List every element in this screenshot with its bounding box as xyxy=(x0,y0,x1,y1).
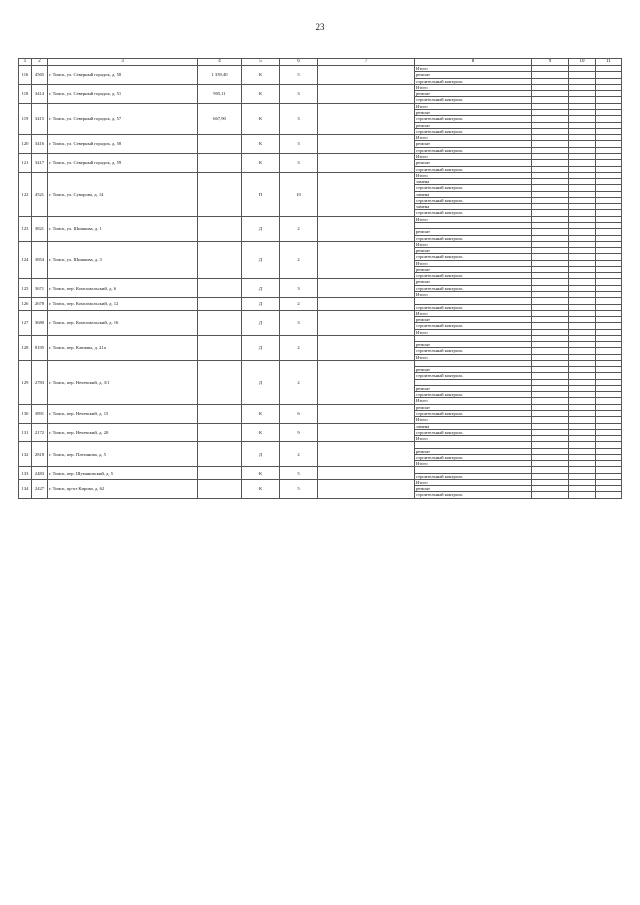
cost-item-cell: ремонт xyxy=(415,404,532,410)
cost-item-cell: Итого xyxy=(415,172,532,178)
cost-item-cell: строительный контроль xyxy=(415,454,532,460)
wall-type-cell: Д xyxy=(242,216,280,241)
floors-cell: 10 xyxy=(280,172,318,216)
address-cell: г. Томск, пер. Комсомольский, д. 6 xyxy=(48,279,198,298)
house-id: 4521 xyxy=(32,172,48,216)
cost-item-cell: ремонт xyxy=(415,122,532,128)
address-cell: г. Томск, ул. Северный городок, д. 51 xyxy=(48,84,198,103)
floors-cell: 3 xyxy=(280,153,318,172)
house-id: 3417 xyxy=(32,153,48,172)
house-id: 3415 xyxy=(32,103,48,134)
work-type-cell xyxy=(318,310,415,335)
house-id: 2483 xyxy=(32,467,48,479)
area-cell xyxy=(198,153,242,172)
house-id: 3416 xyxy=(32,135,48,154)
cost-item-cell: строительный контроль xyxy=(415,185,532,191)
house-id: 4565 xyxy=(32,66,48,85)
floors-cell: 3 xyxy=(280,84,318,103)
work-type-cell xyxy=(318,153,415,172)
floors-cell: 5 xyxy=(280,467,318,479)
cost-item-cell: строительный контроль xyxy=(415,197,532,203)
row-number: 121 xyxy=(19,153,32,172)
col-header: 11 xyxy=(596,59,622,66)
wall-type-cell: П xyxy=(242,172,280,216)
cost-item-cell: строительный контроль xyxy=(415,323,532,329)
floors-cell: 2 xyxy=(280,360,318,404)
area-cell: 905,11 xyxy=(198,84,242,103)
header-row xyxy=(19,59,622,66)
col-header: 2 xyxy=(32,59,48,66)
cost-item-cell: ремонт xyxy=(415,109,532,115)
row-number: 116 xyxy=(19,66,32,85)
col-header: 4 xyxy=(198,59,242,66)
cost-item-cell: ремонт xyxy=(415,448,532,454)
cost-item-cell: строительный контроль xyxy=(415,392,532,398)
cost-item-cell: ремонт xyxy=(415,248,532,254)
house-id: 2818 xyxy=(32,442,48,467)
area-cell xyxy=(198,310,242,335)
house-id: 2678 xyxy=(32,298,48,310)
cost-item-cell: строительный контроль xyxy=(415,273,532,279)
address-cell: г. Томск, ул. Северный городок, д. 59 xyxy=(48,153,198,172)
area-cell xyxy=(198,360,242,404)
cost-item-cell: Итого xyxy=(415,329,532,335)
wall-type-cell: К xyxy=(242,103,280,134)
wall-type-cell: К xyxy=(242,423,280,442)
col-header: 1 xyxy=(19,59,32,66)
cost-item-cell: замена xyxy=(415,204,532,210)
col-header: 8 xyxy=(415,59,532,66)
wall-type-cell: К xyxy=(242,66,280,85)
cost-item-cell: строительный контроль xyxy=(415,254,532,260)
cost-item-cell: Итого xyxy=(415,417,532,423)
address-cell: г. Томск, пер. Комсомольский, д. 12 xyxy=(48,298,198,310)
wall-type-cell: К xyxy=(242,404,280,423)
floors-cell: 6 xyxy=(280,404,318,423)
row-number: 130 xyxy=(19,404,32,423)
cost-item-cell: замена xyxy=(415,423,532,429)
address-cell: г. Томск, ул. Северный городок, д. 58 xyxy=(48,135,198,154)
address-cell: г. Томск, пер. Нечевский, д. 20 xyxy=(48,423,198,442)
cost-item-cell: Итого xyxy=(415,354,532,360)
cost-item-cell: Итого xyxy=(415,436,532,442)
floors-cell: 9 xyxy=(280,423,318,442)
cost-item-cell: строительный контроль xyxy=(415,373,532,379)
wall-type-cell: Д xyxy=(242,310,280,335)
cost-item-cell: ремонт xyxy=(415,229,532,235)
work-type-cell xyxy=(318,135,415,154)
col-header: 6 xyxy=(280,59,318,66)
cost-item-cell: Итого xyxy=(415,260,532,266)
cost-item-cell: замена xyxy=(415,179,532,185)
wall-type-cell: К xyxy=(242,479,280,498)
work-type-cell xyxy=(318,423,415,442)
house-id: 3414 xyxy=(32,84,48,103)
wall-type-cell: К xyxy=(242,135,280,154)
floors-cell: 3 xyxy=(280,135,318,154)
wall-type-cell: Д xyxy=(242,360,280,404)
cost-item-cell: ремонт xyxy=(415,342,532,348)
wall-type-cell: Д xyxy=(242,335,280,360)
address-cell: г. Томск, ул. Северный городок, д. 50 xyxy=(48,66,198,85)
amount-cell xyxy=(596,492,622,498)
floors-cell: 2 xyxy=(280,298,318,310)
cost-item-cell: Итого xyxy=(415,103,532,109)
work-type-cell xyxy=(318,298,415,310)
work-type-cell xyxy=(318,442,415,467)
row-number: 122 xyxy=(19,172,32,216)
cost-item-cell: строительный контроль xyxy=(415,78,532,84)
cost-item-cell: Итого xyxy=(415,216,532,222)
cost-item-cell: Итого xyxy=(415,84,532,90)
work-type-cell xyxy=(318,84,415,103)
col-header: 3 xyxy=(48,59,198,66)
cost-item-cell: строительный контроль xyxy=(415,473,532,479)
cost-item-cell: строительный контроль xyxy=(415,429,532,435)
cost-item-cell: ремонт xyxy=(415,317,532,323)
address-cell: г. Томск, пр-кт Кирова, д. 62 xyxy=(48,479,198,498)
row-number: 120 xyxy=(19,135,32,154)
cost-item-cell: строительный контроль xyxy=(415,492,532,498)
house-id: 8195 xyxy=(32,335,48,360)
area-cell xyxy=(198,423,242,442)
area-cell xyxy=(198,241,242,279)
work-type-cell xyxy=(318,103,415,134)
row-number: 127 xyxy=(19,310,32,335)
cost-item-cell: строительный контроль xyxy=(415,285,532,291)
cost-item-cell: Итого xyxy=(415,241,532,247)
work-type-cell xyxy=(318,216,415,241)
floors-cell: 5 xyxy=(280,66,318,85)
cost-item-cell: строительный контроль xyxy=(415,411,532,417)
floors-cell: 2 xyxy=(280,216,318,241)
area-cell xyxy=(198,467,242,479)
wall-type-cell: Д xyxy=(242,298,280,310)
floors-cell: 3 xyxy=(280,310,318,335)
wall-type-cell: К xyxy=(242,84,280,103)
address-cell: г. Томск, пер. Нечевский, д. 3/1 xyxy=(48,360,198,404)
house-id: 2427 xyxy=(32,479,48,498)
area-cell xyxy=(198,404,242,423)
address-cell: г. Томск, ул. Шишкова, д. 3 xyxy=(48,241,198,279)
cost-item-cell: ремонт xyxy=(415,141,532,147)
cost-item-cell: Итого xyxy=(415,398,532,404)
wall-type-cell: Д xyxy=(242,442,280,467)
cost-item-cell: строительный контроль xyxy=(415,235,532,241)
cost-item-cell: строительный контроль xyxy=(415,147,532,153)
row-number: 119 xyxy=(19,103,32,134)
cost-item-cell: ремонт xyxy=(415,385,532,391)
work-type-cell xyxy=(318,479,415,498)
row-number: 133 xyxy=(19,467,32,479)
work-type-cell xyxy=(318,360,415,404)
row-number: 123 xyxy=(19,216,32,241)
area-cell xyxy=(198,216,242,241)
area-cell xyxy=(198,279,242,298)
row-number: 131 xyxy=(19,423,32,442)
cost-item-cell: ремонт xyxy=(415,266,532,272)
cost-item-cell: Итого xyxy=(415,66,532,72)
area-cell xyxy=(198,442,242,467)
row-number: 132 xyxy=(19,442,32,467)
work-type-cell xyxy=(318,335,415,360)
house-id: 3891 xyxy=(32,404,48,423)
house-id: 3680 xyxy=(32,310,48,335)
area-cell xyxy=(198,335,242,360)
cost-item-cell: Итого xyxy=(415,461,532,467)
amount-cell xyxy=(569,492,596,498)
row-number: 126 xyxy=(19,298,32,310)
area-cell xyxy=(198,298,242,310)
address-cell: г. Томск, ул. Суворова, д. 14 xyxy=(48,172,198,216)
cost-item-cell: ремонт xyxy=(415,367,532,373)
cost-item-cell: Итого xyxy=(415,310,532,316)
area-cell: 667,90 xyxy=(198,103,242,134)
cost-item-cell: ремонт xyxy=(415,160,532,166)
cost-item-cell: строительный контроль xyxy=(415,128,532,134)
cost-item-cell: Итого xyxy=(415,479,532,485)
cost-item-cell: строительный контроль xyxy=(415,166,532,172)
work-type-cell xyxy=(318,66,415,85)
cost-item-cell: ремонт xyxy=(415,279,532,285)
work-type-cell xyxy=(318,172,415,216)
cost-item-cell: Итого xyxy=(415,292,532,298)
cost-item-cell: Итого xyxy=(415,135,532,141)
wall-type-cell: К xyxy=(242,467,280,479)
house-id: 3821 xyxy=(32,216,48,241)
cost-item-cell: строительный контроль xyxy=(415,210,532,216)
page-number: 23 xyxy=(315,22,325,32)
cost-item-cell: замена xyxy=(415,191,532,197)
floors-cell: 5 xyxy=(280,479,318,498)
row-number: 118 xyxy=(19,84,32,103)
col-header: 7 xyxy=(318,59,415,66)
address-cell: г. Томск, пер. Комсомольский, д. 16 xyxy=(48,310,198,335)
floors-cell: 3 xyxy=(280,279,318,298)
cost-item-cell: строительный контроль xyxy=(415,116,532,122)
address-cell: г. Томск, пер. Нечевский, д. 15 xyxy=(48,404,198,423)
address-cell: г. Томск, ул. Шишкова, д. 1 xyxy=(48,216,198,241)
wall-type-cell: К xyxy=(242,153,280,172)
cost-item-cell: строительный контроль xyxy=(415,348,532,354)
house-id: 2172 xyxy=(32,423,48,442)
amount-cell xyxy=(532,492,569,498)
area-cell: 1 339,40 xyxy=(198,66,242,85)
area-cell xyxy=(198,172,242,216)
work-type-cell xyxy=(318,279,415,298)
address-cell: г. Томск, пер. Клюквы, д. 21а xyxy=(48,335,198,360)
row-number: 125 xyxy=(19,279,32,298)
work-type-cell xyxy=(318,241,415,279)
address-cell: г. Томск, пер. Шумяновский, д. 5 xyxy=(48,467,198,479)
house-id: 3854 xyxy=(32,241,48,279)
floors-cell: 2 xyxy=(280,241,318,279)
row-number: 134 xyxy=(19,479,32,498)
work-type-cell xyxy=(318,404,415,423)
cost-item-cell: ремонт xyxy=(415,91,532,97)
work-type-cell xyxy=(318,467,415,479)
row-number: 129 xyxy=(19,360,32,404)
cost-item-cell: строительный контроль xyxy=(415,97,532,103)
cost-item-cell: строительный контроль xyxy=(415,304,532,310)
area-cell xyxy=(198,135,242,154)
wall-type-cell: Д xyxy=(242,241,280,279)
row-number: 124 xyxy=(19,241,32,279)
cost-item-cell: ремонт xyxy=(415,72,532,78)
house-id: 3671 xyxy=(32,279,48,298)
floors-cell: 3 xyxy=(280,103,318,134)
area-cell xyxy=(198,479,242,498)
col-header: 10 xyxy=(569,59,596,66)
address-cell: г. Томск, ул. Северный городок, д. 57 xyxy=(48,103,198,134)
col-header: 5 xyxy=(242,59,280,66)
row-number: 128 xyxy=(19,335,32,360)
cost-item-cell: Итого xyxy=(415,153,532,159)
floors-cell: 2 xyxy=(280,442,318,467)
cost-item-cell: ремонт xyxy=(415,486,532,492)
col-header: 9 xyxy=(532,59,569,66)
works-table xyxy=(18,58,622,499)
wall-type-cell: Д xyxy=(242,279,280,298)
address-cell: г. Томск, пер. Плеханова, д. 5 xyxy=(48,442,198,467)
house-id: 2783 xyxy=(32,360,48,404)
floors-cell: 2 xyxy=(280,335,318,360)
